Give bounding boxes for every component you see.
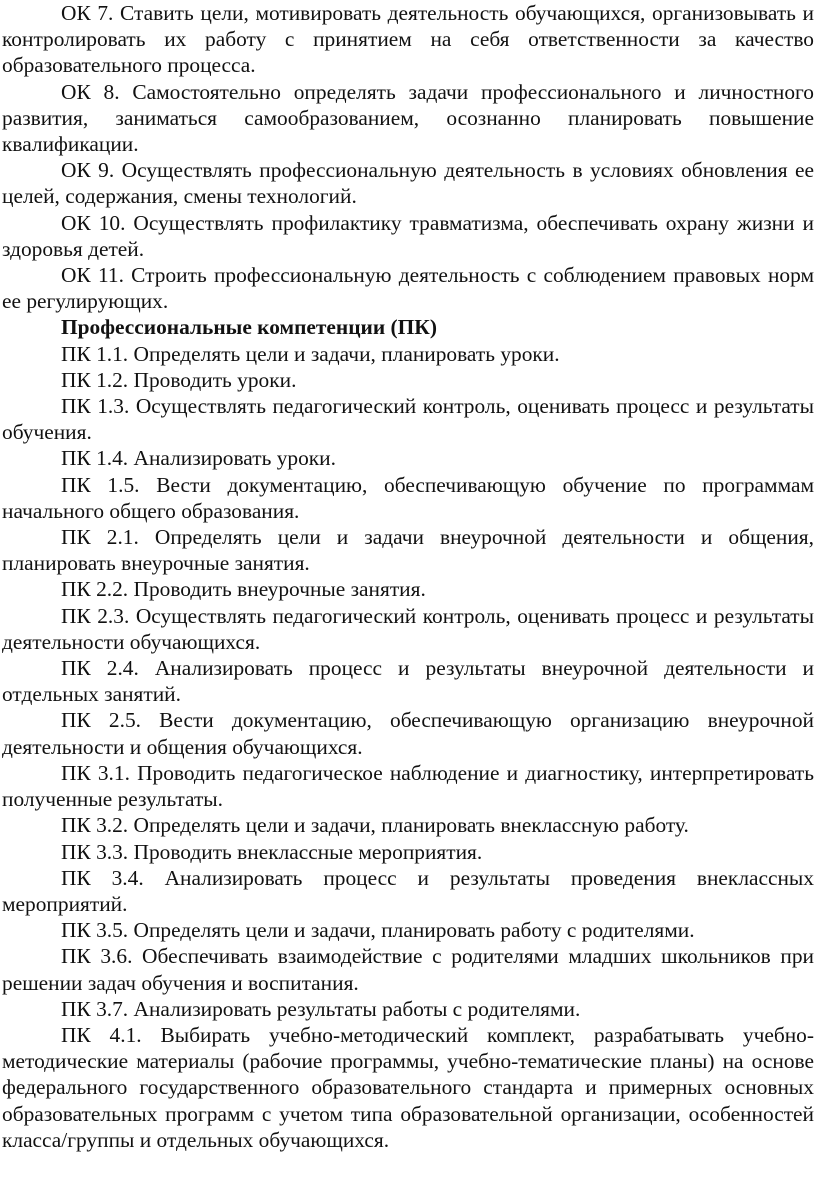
pk-2-5-paragraph: ПК 2.5. Вести документацию, обеспечивающую организацию внеурочной деятельности и общения обучающихся. [2,708,814,759]
pk-2-1-paragraph: ПК 2.1. Определять цели и задачи внеурочной деятельности и общения, планировать внеурочные занятия. [2,525,814,576]
pk-3-2-paragraph: ПК 3.2. Определять цели и задачи, планировать внеклассную работу. [61,813,689,838]
ok-8-paragraph: ОК 8. Самостоятельно определять задачи профессионального и личностного развития, заниматься самообразованием, осознанно планировать повышение квалификации. [2,79,814,157]
ok-11-paragraph: ОК 11. Строить профессиональную деятельность с соблюдением правовых норм ее регулирующих. [2,263,814,314]
pk-2-2-paragraph: ПК 2.2. Проводить внеурочные занятия. [61,577,426,602]
pk-2-4-paragraph: ПК 2.4. Анализировать процесс и результаты внеурочной деятельности и отдельных занятий. [2,656,814,707]
pk-3-3-paragraph: ПК 3.3. Проводить внеклассные мероприятия. [61,839,483,864]
pk-section-heading: Профессиональные компетенции (ПК) [61,315,437,340]
pk-1-5-paragraph: ПК 1.5. Вести документацию, обеспечивающую обучение по программам начального общего образования. [2,472,814,523]
pk-1-2-paragraph: ПК 1.2. Проводить уроки. [61,367,297,392]
ok-7-paragraph: ОК 7. Ставить цели, мотивировать деятельность обучающихся, организовывать и контролировать их работу с принятием на себя ответственности за качество образовательного процесса. [2,1,814,78]
pk-3-7-paragraph: ПК 3.7. Анализировать результаты работы с родителями. [61,996,581,1021]
pk-3-4-paragraph: ПК 3.4. Анализировать процесс и результаты проведения внеклассных мероприятий. [2,865,814,916]
pk-1-4-paragraph: ПК 1.4. Анализировать уроки. [61,446,336,471]
pk-3-5-paragraph: ПК 3.5. Определять цели и задачи, планировать работу с родителями. [61,918,695,943]
pk-2-3-paragraph: ПК 2.3. Осуществлять педагогический контроль, оценивать процесс и результаты деятельности обучающихся. [2,603,814,654]
pk-1-1-paragraph: ПК 1.1. Определять цели и задачи, планировать уроки. [61,341,560,366]
pk-1-3-paragraph: ПК 1.3. Осуществлять педагогический контроль, оценивать процесс и результаты обучения. [2,394,814,445]
ok-10-paragraph: ОК 10. Осуществлять профилактику травматизма, обеспечивать охрану жизни и здоровья детей. [2,210,814,261]
pk-4-1-paragraph: ПК 4.1. Выбирать учебно-методический комплект, разрабатывать учебно-методические материалы (рабочие программы, учебно-тематические планы) на основе федерального государственного образовательного стандарта и примерных основных образовательных программ с учетом типа образовательной организации, особенностей класса/группы и отдельных обучающихся. [2,1022,814,1152]
pk-3-6-paragraph: ПК 3.6. Обеспечивать взаимодействие с родителями младших школьников при решении задач обучения и воспитания. [2,944,814,995]
pk-3-1-paragraph: ПК 3.1. Проводить педагогическое наблюдение и диагностику, интерпретировать полученные результаты. [2,760,814,812]
ok-9-paragraph: ОК 9. Осуществлять профессиональную деятельность в условиях обновления ее целей, содержания, смены технологий. [2,158,814,209]
